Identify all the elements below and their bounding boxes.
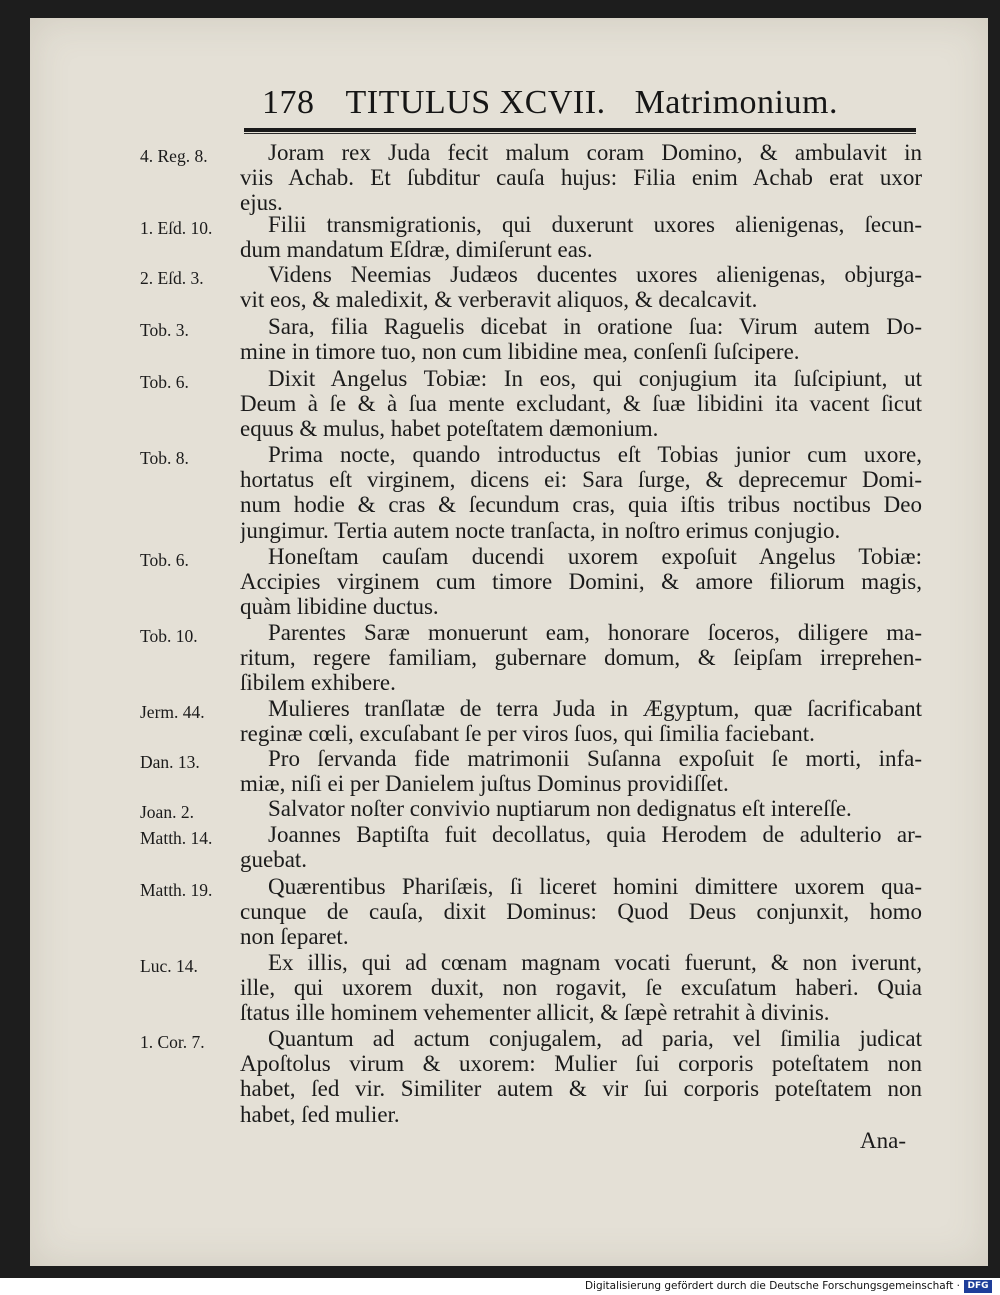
text-line: Honeſtam cauſam ducendi uxorem expoſuit Angelus Tobiæ: xyxy=(268,544,922,569)
scripture-reference: Joan. 2. xyxy=(140,802,194,822)
catchword: Ana- xyxy=(860,1128,906,1153)
scripture-reference: Dan. 13. xyxy=(140,752,200,772)
text-line: dum mandatum Eſdræ, dimiſerunt eas. xyxy=(240,237,593,263)
funding-credit: Digitalisierung gefördert durch die Deutsche Forschungsgemeinschaft · xyxy=(584,1280,960,1292)
text-line: Joannes Baptiſta fuit decollatus, quia Herodem de adulterio ar- xyxy=(268,822,922,847)
text-line: habet, ſed mulier. xyxy=(240,1101,400,1127)
text-line: equus & mulus, habet poteſtatem dæmonium. xyxy=(240,416,659,442)
scripture-reference: Matth. 14. xyxy=(140,828,213,848)
text-line: guebat. xyxy=(240,847,308,873)
text-line: Dixit Angelus Tobiæ: In eos, qui conjugium ita ſuſcipiunt, ut xyxy=(268,366,922,391)
text-line: Parentes Saræ monuerunt eam, honorare ſoceros, diligere ma- xyxy=(268,620,922,645)
scripture-reference: Tob. 8. xyxy=(140,448,189,468)
header-rule-thin xyxy=(244,133,916,134)
scripture-reference: 4. Reg. 8. xyxy=(140,146,208,166)
scripture-reference: Matth. 19. xyxy=(140,880,213,900)
text-line: Ex illis, qui ad cœnam magnam vocati fuerunt, & non iverunt, xyxy=(268,950,922,975)
text-line: vit eos, & maledixit, & verberavit aliquos, & decalcavit. xyxy=(240,287,758,313)
text-line: Joram rex Juda fecit malum coram Domino, & ambulavit in xyxy=(268,140,922,165)
text-line: Filii transmigrationis, qui duxerunt uxores alienigenas, ſecun- xyxy=(268,212,922,237)
text-line: Deum à ſe & à ſua mente excludant, & ſuæ libidini ita vacent ſicut xyxy=(240,391,922,417)
text-line: ille, qui uxorem duxit, non rogavit, ſe excuſatum haberi. Quia xyxy=(240,975,922,1001)
page-number: 178 xyxy=(262,84,315,121)
text-line: jungimur. Tertia autem nocte tranſacta, in noſtro erimus conjugio. xyxy=(240,517,841,543)
text-line: Apoſtolus virum & uxorem: Mulier ſui corporis poteſtatem non xyxy=(240,1051,922,1077)
scripture-reference: 2. Eſd. 3. xyxy=(140,268,204,288)
header-rule xyxy=(244,128,916,132)
text-line: viis Achab. Et ſubditur cauſa hujus: Filia enim Achab erat uxor xyxy=(240,165,922,191)
text-line: miæ, niſi ei per Danielem juſtus Dominus providiſſet. xyxy=(240,771,729,797)
text-line: habet, ſed vir. Similiter autem & vir ſui corporis poteſtatem non xyxy=(240,1076,922,1102)
text-line: ritum, regere familiam, gubernare domum, & ſeipſam irreprehen- xyxy=(240,645,922,671)
text-line: Mulieres tranſlatæ de terra Juda in Ægyptum, quæ ſacrificabant xyxy=(268,696,922,721)
text-line: non ſeparet. xyxy=(240,924,349,950)
scripture-reference: 1. Eſd. 10. xyxy=(140,218,213,238)
scripture-reference: Tob. 6. xyxy=(140,550,189,570)
text-line: ſtatus ille hominem vehementer allicit, & ſæpè retrahit à divinis. xyxy=(240,1000,830,1026)
text-line: num hodie & cras & ſecundum cras, quia iſtis tribus noctibus Deo xyxy=(240,492,922,518)
text-line: Prima nocte, quando introductus eſt Tobias junior cum uxore, xyxy=(268,442,922,467)
text-line: mine in timore tuo, non cum libidine mea, conſenſi ſuſcipere. xyxy=(240,339,800,365)
scripture-reference: Tob. 10. xyxy=(140,626,198,646)
title-heading: TITULUS XCVII. xyxy=(345,84,606,121)
text-line: Quærentibus Phariſæis, ſi liceret homini dimittere uxorem qua- xyxy=(268,874,922,899)
text-line: hortatus eſt virginem, dicens ei: Sara ſurge, & deprecemur Domi- xyxy=(240,467,922,493)
text-line: Videns Neemias Judæos ducentes uxores alienigenas, objurga- xyxy=(268,262,922,287)
text-line: reginæ cœli, excuſabant ſe per viros ſuos, qui ſimilia faciebant. xyxy=(240,721,815,747)
text-line: ejus. xyxy=(240,190,283,216)
text-line: Salvator noſter convivio nuptiarum non dedignatus eſt intereſſe. xyxy=(268,796,852,821)
text-line: cunque de cauſa, dixit Dominus: Quod Deus conjunxit, homo xyxy=(240,899,922,925)
text-line: Quantum ad actum conjugalem, ad paria, vel ſimilia judicat xyxy=(268,1026,922,1051)
text-line: Sara, filia Raguelis dicebat in oratione ſua: Virum autem Do- xyxy=(268,314,922,339)
scripture-reference: 1. Cor. 7. xyxy=(140,1032,205,1052)
dfg-logo-icon: DFG xyxy=(964,1280,992,1293)
subject-heading: Matrimonium. xyxy=(634,84,838,121)
text-line: Pro ſervanda fide matrimonii Suſanna expoſuit ſe morti, infa- xyxy=(268,746,922,771)
scripture-reference: Luc. 14. xyxy=(140,956,198,976)
text-line: quàm libidine ductus. xyxy=(240,594,439,620)
running-header xyxy=(262,84,922,128)
scripture-reference: Jerm. 44. xyxy=(140,702,205,722)
text-line: Accipies virginem cum timore Domini, & amore filiorum magis, xyxy=(240,569,922,595)
footer-bar xyxy=(0,1279,1000,1295)
text-line: ſibilem exhibere. xyxy=(240,670,396,696)
scripture-reference: Tob. 6. xyxy=(140,372,189,392)
scripture-reference: Tob. 3. xyxy=(140,320,189,340)
